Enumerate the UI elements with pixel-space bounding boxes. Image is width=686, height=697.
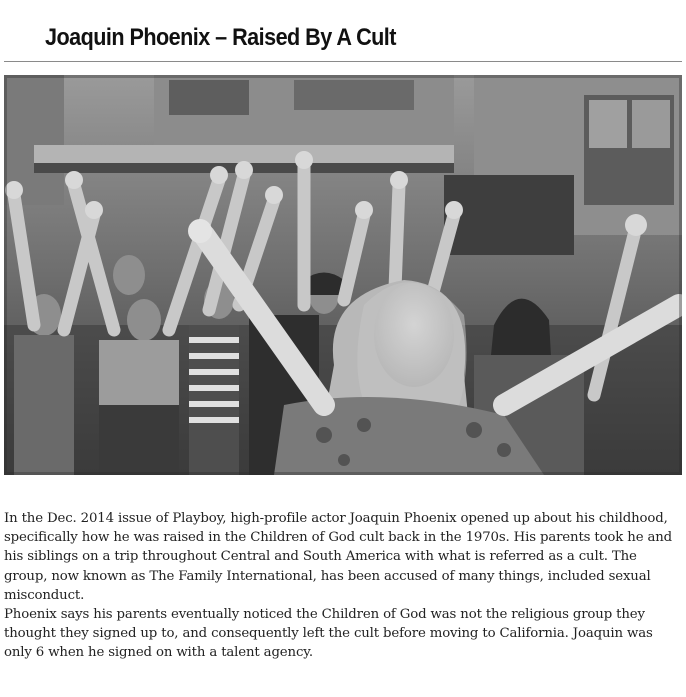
article-paragraph: Phoenix says his parents eventually noticed the Children of God was not the religious group they thought they signed up to, and consequently left the cult before moving to California. Joaquin was only 6 when he signed on with a talent agency.	[4, 607, 653, 661]
article-title: Joaquin Phoenix – Raised By A Cult	[45, 24, 396, 51]
article-photo	[4, 75, 682, 475]
article-paragraph: In the Dec. 2014 issue of Playboy, high-profile actor Joaquin Phoenix opened up about his childhood, specifically how he was raised in the Children of God cult back in the 1970s. His parents took he and his siblings on a trip throughout Central and South America with what is referred as a cult. The group, now known as The Family International, has been accused of many things, included sexual misconduct.	[4, 511, 673, 603]
article-body	[4, 509, 684, 663]
crowd-photo-icon	[4, 75, 682, 475]
title-divider	[4, 61, 682, 62]
